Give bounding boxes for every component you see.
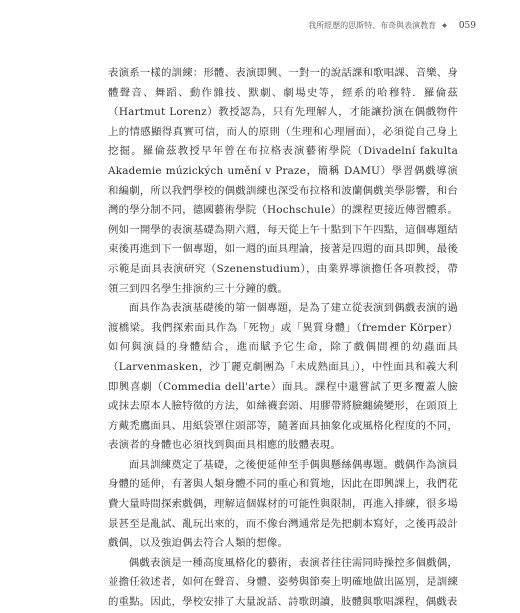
paragraph-4: 偶戲表演是一種高度風格化的藝術，表演者往往需同時操控多個戲偶，並擔任敘述者，如何在聲音、身體、姿勢與節奏上明確地做出區別，是訓練的重點。因此，學校安排了大量說話、詩歌朗讀，肢體與歌唱課程，偶戲表 [108,556,458,609]
paragraph-2: 面具作為表演基礎後的第一個專題，是為了建立從表演到偶戲表演的過渡橋梁。我們探索面具作為「死物」或「異質身體」（fremder Körper）如何與演員的身體結合，進而賦予它生命，除了戲偶間裡的幼蟲面具（Larvenmasken，沙丁麗克劇團為「未成熟面具」），中性面具和義大利即興喜劇（Commedia dell'arte）面具。課程中還嘗試了更多覆蓋人臉或抹去原本人臉特徵的方法，如絲襪套頭、用膠帶將臉纏繞變形，在頭頂上方戴禿鷹面具、用紙袋罩住頭部等，隨著面具抽象化或風格化程度的不同，表演者的身體也必須找到與面具相應的肢體表現。 [108,302,458,452]
diamond-ornament-icon: ◆ [442,22,447,29]
paragraph-1: 表演系一樣的訓練：形體、表演即興、一對一的說話課和歌唱課、音樂、身體聲音、舞蹈、動作雜技、默劇、劇場史等，經系的哈穆特．羅倫茲（Hartmut Lorenz）教授認為，只有先理解人，才能讓扮演在偶戲物件上的情感顯得真實可信，而人的原則（生理和心理層面），必須從自己身上挖掘。羅倫茲教授早年曾在布拉格表演藝術學院（Divadelní fakulta Akademie múzických umění v Praze，簡稱 DAMU）學習偶戲導演和編劇，所以我們學校的偶戲訓練也深受布拉格和波蘭偶戲美學影響，和台灣的學分制不同，德國藝術學院（Hochschule）的課程更接近傳習體系。例如一開學的表演基礎為期六週，每天從上午十點到下午四點，這個專題結束後再進到下一個專題，如一週的面具理論，接著是四週的面具即興，最後示範是面具表演研究（Szenenstudium），由業界導演擔任各項教授，帶領三到四名學生排演約三十分鐘的戲。 [108,67,458,295]
running-header [308,20,476,31]
paragraph-3: 面具訓練奠定了基礎，之後便延伸至手偶與懸絲偶專題。戲偶作為演員身體的延伸，有著與人類身體不同的重心和質地，因此在即興課上，我們花費大量時間探索戲偶，理解這個媒材的可能性與限制，再進入排練，很多場景甚至是亂試、亂玩出來的，而不像台灣通常是先把劇本寫好，之後再設計戲偶，以及強迫偶去符合人類的想像。 [108,458,458,550]
page-number: 059 [458,20,476,31]
main-text-column [108,64,458,613]
running-title: 我所經歷的思斯特、布奇與表演教育 [308,21,437,30]
